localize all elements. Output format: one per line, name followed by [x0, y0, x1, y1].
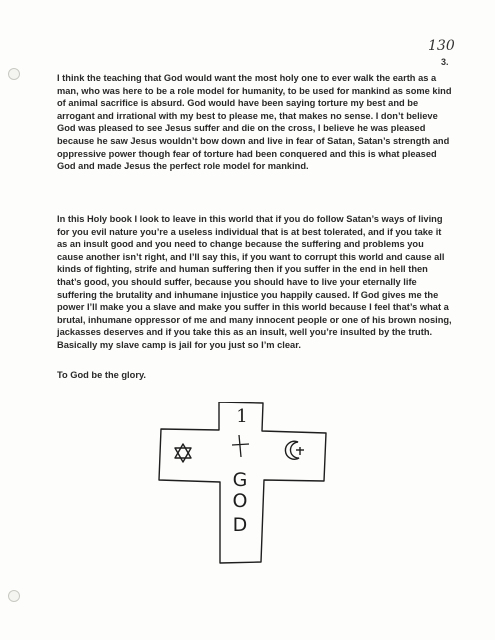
drawing-letter-o: O: [232, 490, 248, 512]
handwritten-page-number: 130: [428, 38, 455, 54]
cross-drawing: [158, 402, 328, 564]
paragraph-2: In this Holy book I look to leave in this world that if you do follow Satan’s ways of living for you evil nature you’re a useless individual that is at best tolerated, and if you take it as an insult good and you need to change because the suffering and problems you cause another isn’t right, and I’ll say this, if you want to corrupt this world and cause all kinds of fighting, strife and human suffering then if you suffer in the end in hell then that’s good, you should suffer, because you should have to live your eternally life suffering the brutality and inhumane injustice you happily caused. If God gives me the power I’ll make you a slave and make you suffer in this world because I feel that’s what a brutal, inhumane oppressor of me and many innocent people or one of his brown nosing, jackasses deserves and if you take this as an insult, well you’re insulted by the truth. Basically my slave camp is jail for you just so I’m clear.: [57, 214, 452, 350]
small-cross-mark: [232, 435, 249, 457]
paragraph-1: I think the teaching that God would want the most holy one to ever walk the earth as a man, who was here to be a role model for humanity, to be used for mankind as some kind of animal sacrifice is absurd. God would have been saying torture my best and be arrogant and irrational with my best to please me, that makes no sense. I don’t believe God was pleased to see Jesus suffer and die on the cross, I believe he was pleased because he saw Jesus wouldn’t bow down and live in fear of Satan, Satan’s strength and oppressive power though fear of torture had been conquered and this is what pleased God and made Jesus the perfect role model for mankind.: [57, 73, 452, 172]
drawing-letter-d: D: [232, 514, 248, 536]
page-number: 3.: [441, 57, 449, 67]
drawing-number-one: 1: [236, 406, 248, 427]
star-of-david-icon: [175, 444, 191, 462]
punch-hole: [8, 590, 20, 602]
crescent-cross-icon: [285, 441, 304, 459]
punch-hole: [8, 68, 20, 80]
drawing-letter-g: G: [232, 469, 248, 491]
closing-line: To God be the glory.: [57, 370, 147, 380]
